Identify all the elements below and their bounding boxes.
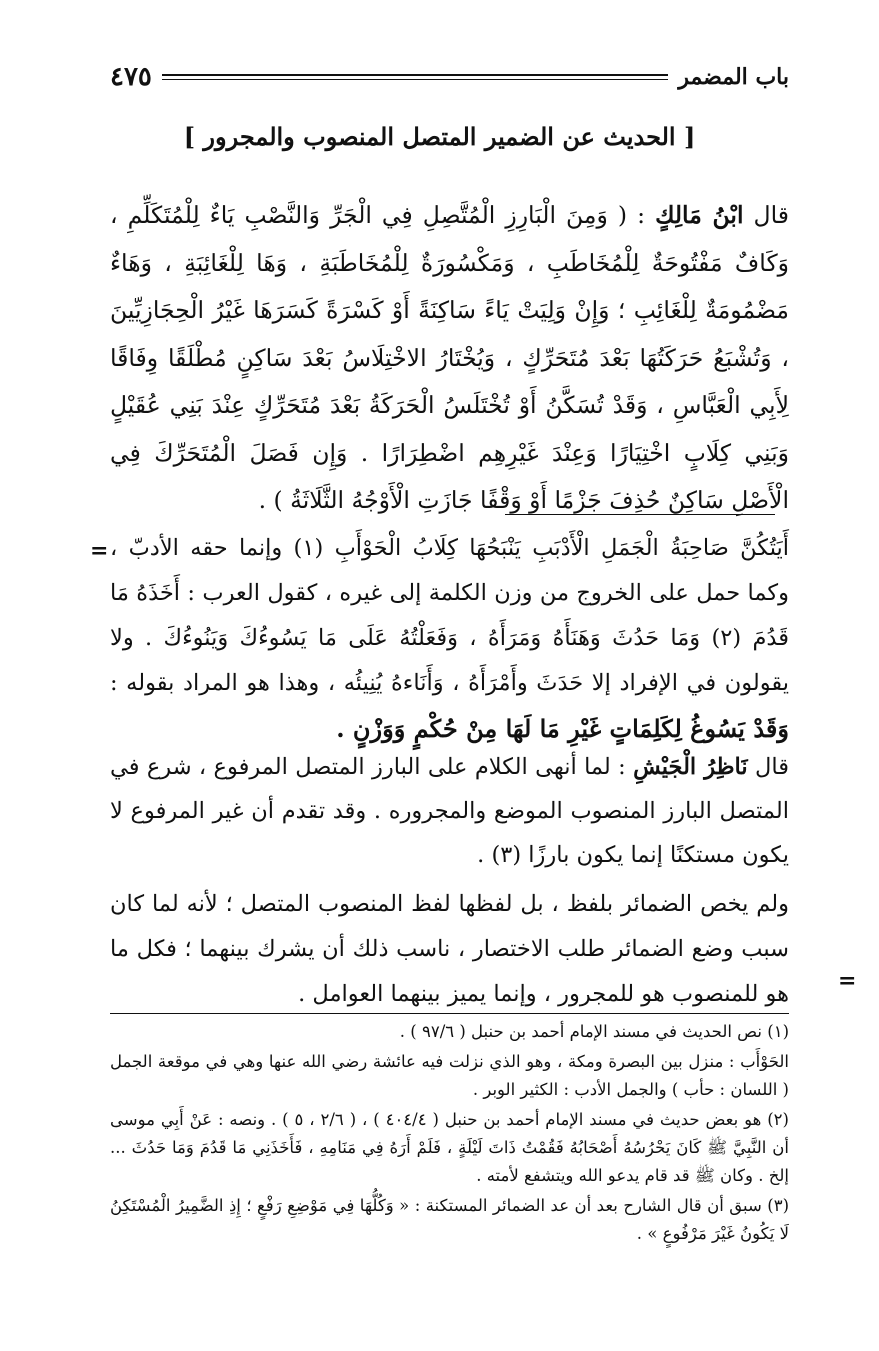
footnote-3: (٣) سبق أن قال الشارح بعد أن عد الضمائر المستكنة : « وَكُلُّهَا فِي مَوْضِعِ رَفْعٍ ؛ إِذِ الضَّمِيرُ الْمُسْتَكِنُ لَا يَكُونُ غَيْرَ مَرْفُوعٍ » . bbox=[110, 1196, 789, 1243]
closing-paragraph bbox=[110, 882, 789, 1017]
page-number: ٤٧٥ bbox=[110, 62, 152, 92]
footnote-2: (٢) هو بعض حديث في مسند الإمام أحمد بن حنبل ( ٤٠٤/٤ ) ، ( ٢/٦ ، ٥ ) . ونصه : عَنْ أَبِي موسى أن النَّبِيَّ ﷺ كَانَ يَحْرُسُهُ أَصْحَابُهُ فَقُمْتُ ذَاتَ لَيْلَةٍ ، فَلَمْ أَرَهُ فِي مَنَامِهِ ، فَأَخَذَنِي مَا قَدُمَ وَمَا حَدُثَ ... إلخ . وكان ﷺ قد قام يدعو الله ويتشفع لأمته . bbox=[110, 1110, 789, 1185]
page-header bbox=[110, 62, 789, 92]
continuation-marker-top: = bbox=[90, 538, 109, 564]
nazir-aljaysh-paragraph bbox=[110, 745, 789, 877]
commentary-paragraph bbox=[110, 526, 789, 753]
body3-text: ولم يخص الضمائر بلفظ ، بل لفظها لفظ المنصوب المتصل ؛ لأنه لما كان سبب وضع الضمائر طلب الاختصار ، ناسب ذلك أن يشرك بينهما ؛ فكل ما هو للمنصوب هو للمجرور ، وإنما يميز بينهما العوامل . bbox=[110, 891, 789, 1007]
commentary-text: أَيَتُكُنَّ صَاحِبَةُ الْجَمَلِ الْأَدْبَبِ يَنْبَحُهَا كِلَابُ الْحَوْأَبِ (١) وإنما حقه الأدبّ ، وكما حمل على الخروج من وزن الكلمة إلى غيره ، كقول العرب : أَخَذَهُ مَا قَدُمَ (٢) وَمَا حَدُثَ وَهَنَأَهُ وَمَرَأَهُ ، وَفَعَلْتُهُ عَلَى مَا يَسُوءُكَ وَيَنُوءُكَ . ولا يقولون في الإفراد إلا حَدَثَ وأَمْرَأَهُ ، وَأَنَاءهُ يُنِيئُه ، وهذا هو المراد بقوله : bbox=[110, 535, 790, 696]
body2-intro: قال bbox=[755, 754, 789, 780]
footnote-rule bbox=[110, 1013, 789, 1014]
quote-text: : ( وَمِنَ الْبَارِزِ الْمُتَّصِلِ فِي الْجَرِّ وَالنَّصْبِ يَاءٌ لِلْمُتَكَلِّمِ ، وَكَافٌ مَفْتُوحَةٌ لِلْمُخَاطَبِ ، وَمَكْسُورَةٌ لِلْمُخَاطَبَةِ ، وَهَا لِلْغَائِبَةِ ، وَهَاءٌ مَضْمُومَةٌ لِلْغَائِبِ ؛ وَإِنْ وَلِيَتْ يَاءً سَاكِنَةً أَوْ كَسْرَةً كَسَرَهَا غَيْرُ الْحِجَازِيِّينَ ، وَتُشْبَعُ حَرَكَتُهَا بَعْدَ مُتَحَرِّكٍ ، وَيُخْتَارُ الاخْتِلَاسُ بَعْدَ سَاكِنٍ مُطْلَقًا وِفَاقًا لِأَبِي الْعَبَّاسِ ، وَقَدْ تُسَكَّنُ أَوْ تُخْتَلَسُ الْحَرَكَةُ بَعْدَ مُتَحَرِّكٍ عِنْدَ بَنِي عُقَيْلٍ وَبَنِي كِلَابٍ اخْتِيَارًا وَعِنْدَ غَيْرِهِم اضْطِرَارًا . وَإِن فَصَلَ الْمُتَحَرِّكَ فِي الْأَصْلِ سَاكِنٌ حُذِفَ جَزْمًا أَوْ وَقْفًا جَازَتِ الْأَوْجُهُ الثَّلَاثَةُ ) . bbox=[110, 201, 789, 514]
quote-intro: قال bbox=[753, 201, 789, 229]
section-title: [ الحديث عن الضمير المتصل المنصوب والمجرور ] bbox=[183, 122, 696, 151]
footnotes bbox=[110, 1018, 789, 1250]
chapter-title: باب المضمر bbox=[678, 64, 789, 90]
body2-text: : لما أنهى الكلام على البارز المتصل المرفوع ، شرع في المتصل البارز المنصوب الموضع والمجروره . وقد تقدم أن غير المرفوع لا يكون مستكنًا إنما يكون بارزًا (٣) . bbox=[110, 754, 789, 868]
footnote-1: (١) نص الحديث في مسند الإمام أحمد بن حنبل ( ٩٧/٦ ) . bbox=[399, 1022, 789, 1041]
quote-author: ابْنُ مَالِكٍ bbox=[655, 201, 744, 229]
quote-end-rule bbox=[505, 514, 775, 515]
body2-author: نَاظِرُ الْجَيْشِ bbox=[633, 754, 748, 780]
ibn-malik-quote bbox=[110, 192, 789, 525]
header-rule bbox=[162, 74, 668, 80]
commentary-bold-quote: وَقَدْ يَسُوغُ لِكَلِمَاتٍ غَيْرِ مَا لَهَا مِنْ حُكْمٍ وَوَزْنٍ . bbox=[336, 714, 789, 743]
continuation-marker-bottom: = bbox=[838, 968, 857, 994]
footnote-1-gloss: الحَوْأَب : منزل بين البصرة ومكة ، وهو الذي نزلت فيه عائشة رضي الله عنها وهي في موقعة الجمل ( اللسان : حأب ) والجمل الأدب : الكثير الوبر . bbox=[110, 1052, 789, 1099]
